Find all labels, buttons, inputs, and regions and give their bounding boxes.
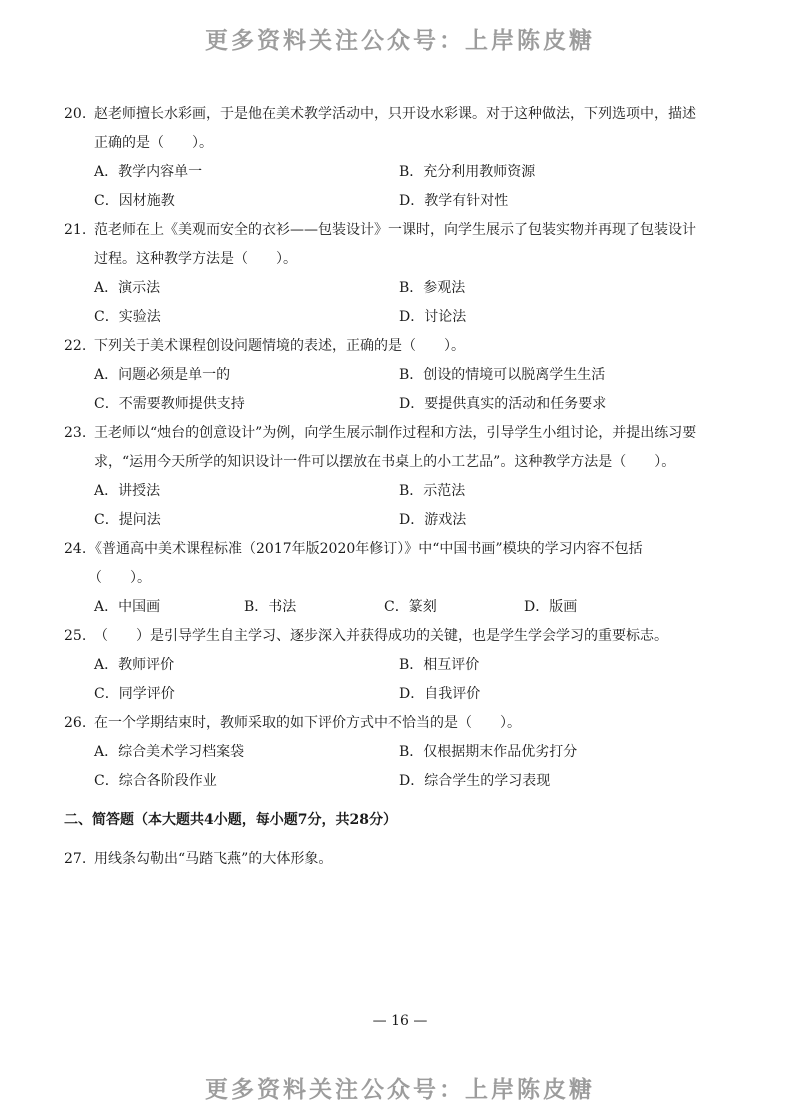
question-21 [64,216,704,332]
question-text: 下列关于美术课程创设问题情境的表述，正确的是（ ）。 [94,338,465,354]
option-c: C．同学评价 [94,686,175,702]
option-c: C．提问法 [94,512,161,528]
question-list [64,100,704,874]
option-d: D．要提供真实的活动和任务要求 [399,396,607,412]
option-b: B．参观法 [399,280,466,296]
question-text: 赵老师擅长水彩画，于是他在美术教学活动中，只开设水彩课。对于这种做法，下列选项中，描述正确的是（ ）。 [94,106,696,151]
option-c: C．因材施教 [94,193,175,209]
question-20 [64,100,704,216]
watermark-bottom: 更多资料关注公众号：上岸陈皮糖 [205,1077,595,1103]
option-c: C．综合各阶段作业 [94,773,217,789]
option-c: C．篆刻 [384,599,437,615]
option-a: A．综合美术学习档案袋 [94,744,245,760]
option-b: B．仅根据期末作品优劣打分 [399,744,578,760]
question-number: 27. [64,851,87,867]
option-a: A．讲授法 [94,483,161,499]
option-a: A．教学内容单一 [94,164,203,180]
page-number: — 16 — [372,1013,428,1029]
watermark-top: 更多资料关注公众号：上岸陈皮糖 [205,28,595,54]
option-b: B．充分利用教师资源 [399,164,536,180]
question-26 [64,709,704,796]
option-d: D．讨论法 [399,309,467,325]
question-text: 《普通高中美术课程标准（2017年版2020年修订）》中“中国书画”模块的学习内容不包括（ ）。 [88,541,643,586]
question-22 [64,332,704,419]
option-c: C．不需要教师提供支持 [94,396,245,412]
question-text: 王老师以“烛台的创意设计”为例，向学生展示制作过程和方法，引导学生小组讨论，并提出练习要求，“运用今天所学的知识设计一件可以摆放在书桌上的小工艺品”。这种教学方法是（ ）。 [94,425,697,470]
option-d: D．游戏法 [399,512,467,528]
option-a: A．中国画 [94,599,161,615]
option-d: D．自我评价 [399,686,481,702]
question-27 [64,845,704,874]
option-d: D．教学有针对性 [399,193,509,209]
question-text: 用线条勾勒出“马踏飞燕”的大体形象。 [94,851,333,867]
option-b: B．示范法 [399,483,466,499]
question-23 [64,419,704,535]
option-a: A．教师评价 [94,657,175,673]
question-text: （ ）是引导学生自主学习、逐步深入并获得成功的关键，也是学生学会学习的重要标志。 [94,628,668,644]
option-d: D．版画 [524,599,578,615]
question-text: 范老师在上《美观而安全的衣衫——包装设计》一课时，向学生展示了包装实物并再现了包装设计过程。这种教学方法是（ ）。 [94,222,696,267]
option-b: B．书法 [244,599,297,615]
option-a: A．演示法 [94,280,161,296]
option-c: C．实验法 [94,309,161,325]
question-25 [64,622,704,709]
question-24 [64,535,704,622]
option-b: B．创设的情境可以脱离学生生活 [399,367,606,383]
option-d: D．综合学生的学习表现 [399,773,551,789]
option-a: A．问题必须是单一的 [94,367,231,383]
option-b: B．相互评价 [399,657,480,673]
question-number: 25. [64,628,87,644]
section-heading: 二、简答题（本大题共4小题，每小题7分，共28分） [64,812,397,828]
question-number: 20. [64,106,87,122]
question-text: 在一个学期结束时，教师采取的如下评价方式中不恰当的是（ ）。 [94,715,521,731]
question-number: 24. [64,541,87,557]
question-number: 26. [64,715,87,731]
question-number: 23. [64,425,87,441]
question-number: 21. [64,222,87,238]
question-number: 22. [64,338,87,354]
